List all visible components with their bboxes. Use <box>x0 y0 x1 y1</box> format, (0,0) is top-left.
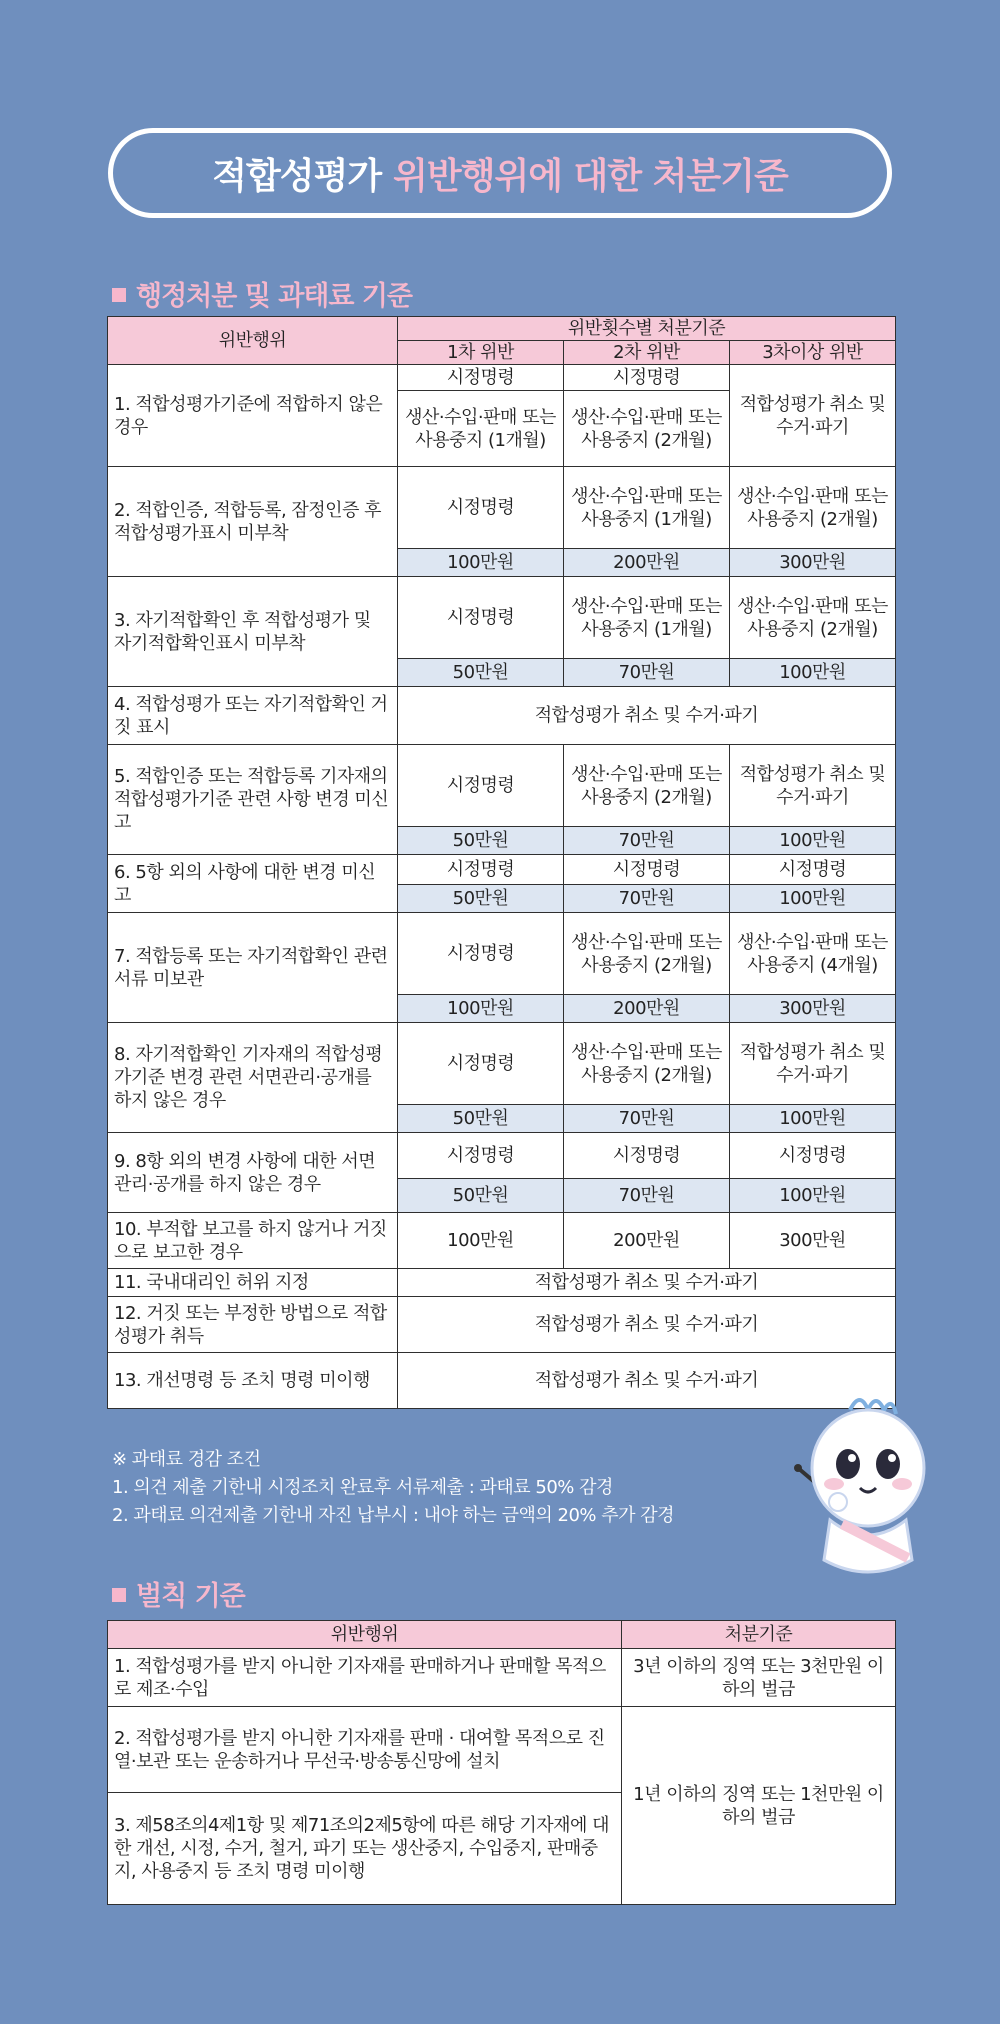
row2-f3: 300만원 <box>730 549 896 577</box>
row7-c2: 생산·수입·판매 또는 사용중지 (2개월) <box>564 913 730 995</box>
row9-f2: 70만원 <box>564 1179 730 1213</box>
row6-f1: 50만원 <box>398 885 564 913</box>
row3-c1: 시정명령 <box>398 577 564 659</box>
row7-c3: 생산·수입·판매 또는 사용중지 (4개월) <box>730 913 896 995</box>
row7-f1: 100만원 <box>398 995 564 1023</box>
criminal-penalty-table <box>107 1620 896 1905</box>
row8-c3: 적합성평가 취소 및 수거·파기 <box>730 1023 896 1105</box>
row3-f3: 100만원 <box>730 659 896 687</box>
row8-label: 8. 자기적합확인 기자재의 적합성평가기준 변경 관련 서면관리·공개를 하지 않은 경우 <box>108 1023 398 1133</box>
row10-label: 10. 부적합 보고를 하지 않거나 거짓으로 보고한 경우 <box>108 1213 398 1269</box>
row7-f2: 200만원 <box>564 995 730 1023</box>
row4-all: 적합성평가 취소 및 수거·파기 <box>398 687 896 745</box>
row9-c2: 시정명령 <box>564 1133 730 1179</box>
row6-f3: 100만원 <box>730 885 896 913</box>
section-heading-penal <box>112 1574 245 1613</box>
row10-f1: 100만원 <box>398 1213 564 1269</box>
row5-label: 5. 적합인증 또는 적합등록 기자재의 적합성평가기준 관련 사항 변경 미신고 <box>108 745 398 855</box>
header-c1: 1차 위반 <box>398 341 564 365</box>
row7-c1: 시정명령 <box>398 913 564 995</box>
row11-all: 적합성평가 취소 및 수거·파기 <box>398 1269 896 1297</box>
row2-label: 2. 적합인증, 적합등록, 잠정인증 후 적합성평가표시 미부착 <box>108 467 398 577</box>
row6-c3: 시정명령 <box>730 855 896 885</box>
header-c2: 2차 위반 <box>564 341 730 365</box>
row11-label: 11. 국내대리인 허위 지정 <box>108 1269 398 1297</box>
penal-row3-label: 3. 제58조의4제1항 및 제71조의2제5항에 따른 해당 기자재에 대한 개선, 시정, 수거, 철거, 파기 또는 생산중지, 수입중지, 판매중지, 사용중지 등 조치 명령 미이행 <box>108 1793 622 1905</box>
section-heading-admin <box>112 274 412 313</box>
row2-f2: 200만원 <box>564 549 730 577</box>
row8-f3: 100만원 <box>730 1105 896 1133</box>
row3-f1: 50만원 <box>398 659 564 687</box>
row5-f1: 50만원 <box>398 827 564 855</box>
row6-f2: 70만원 <box>564 885 730 913</box>
row1-a2: 시정명령 <box>564 365 730 391</box>
row7-label: 7. 적합등록 또는 자기적합확인 관련 서류 미보관 <box>108 913 398 1023</box>
row1-b2: 생산·수입·판매 또는 사용중지 (2개월) <box>564 391 730 467</box>
header-group: 위반횟수별 처분기준 <box>398 317 896 341</box>
row5-c2: 생산·수입·판매 또는 사용중지 (2개월) <box>564 745 730 827</box>
row10-f3: 300만원 <box>730 1213 896 1269</box>
row2-c1: 시정명령 <box>398 467 564 549</box>
penal-row1-label: 1. 적합성평가를 받지 아니한 기자재를 판매하거나 판매할 목적으로 제조·수입 <box>108 1649 622 1707</box>
row13-label: 13. 개선명령 등 조치 명령 미이행 <box>108 1353 398 1409</box>
row2-c2: 생산·수입·판매 또는 사용중지 (1개월) <box>564 467 730 549</box>
row8-f1: 50만원 <box>398 1105 564 1133</box>
title-part1: 적합성평가 <box>212 155 382 197</box>
row8-c1: 시정명령 <box>398 1023 564 1105</box>
fine-reduction-notes <box>112 1446 674 1530</box>
row8-f2: 70만원 <box>564 1105 730 1133</box>
row5-c3: 적합성평가 취소 및 수거·파기 <box>730 745 896 827</box>
row7-f3: 300만원 <box>730 995 896 1023</box>
row2-f1: 100만원 <box>398 549 564 577</box>
row9-c1: 시정명령 <box>398 1133 564 1179</box>
header2-violation: 위반행위 <box>108 1621 622 1649</box>
row3-label: 3. 자기적합확인 후 적합성평가 및 자기적합확인표시 미부착 <box>108 577 398 687</box>
square-bullet-icon <box>112 1588 126 1602</box>
note-1: 1. 의견 제출 기한내 시정조치 완료후 서류제출 : 과태료 50% 감경 <box>112 1477 613 1498</box>
row3-c3: 생산·수입·판매 또는 사용중지 (2개월) <box>730 577 896 659</box>
row12-label: 12. 거짓 또는 부정한 방법으로 적합성평가 취득 <box>108 1297 398 1353</box>
row5-f3: 100만원 <box>730 827 896 855</box>
header-violation: 위반행위 <box>108 317 398 365</box>
row3-f2: 70만원 <box>564 659 730 687</box>
row9-f3: 100만원 <box>730 1179 896 1213</box>
row9-c3: 시정명령 <box>730 1133 896 1179</box>
penal-row23-penalty: 1년 이하의 징역 또는 1천만원 이하의 벌금 <box>622 1707 896 1905</box>
row6-c1: 시정명령 <box>398 855 564 885</box>
penal-row1-penalty: 3년 이하의 징역 또는 3천만원 이하의 벌금 <box>622 1649 896 1707</box>
penal-row2-label: 2. 적합성평가를 받지 아니한 기자재를 판매 · 대여할 목적으로 진열·보관 또는 운송하거나 무선국·방송통신망에 설치 <box>108 1707 622 1793</box>
section-heading-text: 벌칙 기준 <box>136 1581 245 1612</box>
row10-f2: 200만원 <box>564 1213 730 1269</box>
row8-c2: 생산·수입·판매 또는 사용중지 (2개월) <box>564 1023 730 1105</box>
row13-all: 적합성평가 취소 및 수거·파기 <box>398 1353 896 1409</box>
section-heading-text: 행정처분 및 과태료 기준 <box>136 281 413 312</box>
row6-c2: 시정명령 <box>564 855 730 885</box>
square-bullet-icon <box>112 288 126 302</box>
page-title <box>108 128 892 218</box>
row12-all: 적합성평가 취소 및 수거·파기 <box>398 1297 896 1353</box>
header-c3: 3차이상 위반 <box>730 341 896 365</box>
notes-title: ※ 과태료 경감 조건 <box>112 1449 261 1470</box>
row9-f1: 50만원 <box>398 1179 564 1213</box>
mascot-icon <box>790 1390 940 1580</box>
row6-label: 6. 5항 외의 사항에 대한 변경 미신고 <box>108 855 398 913</box>
row1-c3: 적합성평가 취소 및 수거·파기 <box>730 365 896 467</box>
row5-f2: 70만원 <box>564 827 730 855</box>
row9-label: 9. 8항 외의 변경 사항에 대한 서면관리·공개를 하지 않은 경우 <box>108 1133 398 1213</box>
row1-label: 1. 적합성평가기준에 적합하지 않은 경우 <box>108 365 398 467</box>
row2-c3: 생산·수입·판매 또는 사용중지 (2개월) <box>730 467 896 549</box>
row4-label: 4. 적합성평가 또는 자기적합확인 거짓 표시 <box>108 687 398 745</box>
admin-penalty-table <box>107 316 896 1409</box>
note-2: 2. 과태료 의견제출 기한내 자진 납부시 : 내야 하는 금액의 20% 추가 감경 <box>112 1505 674 1526</box>
title-part2: 위반행위에 대한 처분기준 <box>393 155 788 197</box>
row5-c1: 시정명령 <box>398 745 564 827</box>
row1-a1: 시정명령 <box>398 365 564 391</box>
row3-c2: 생산·수입·판매 또는 사용중지 (1개월) <box>564 577 730 659</box>
header2-penalty: 처분기준 <box>622 1621 896 1649</box>
row1-b1: 생산·수입·판매 또는 사용중지 (1개월) <box>398 391 564 467</box>
